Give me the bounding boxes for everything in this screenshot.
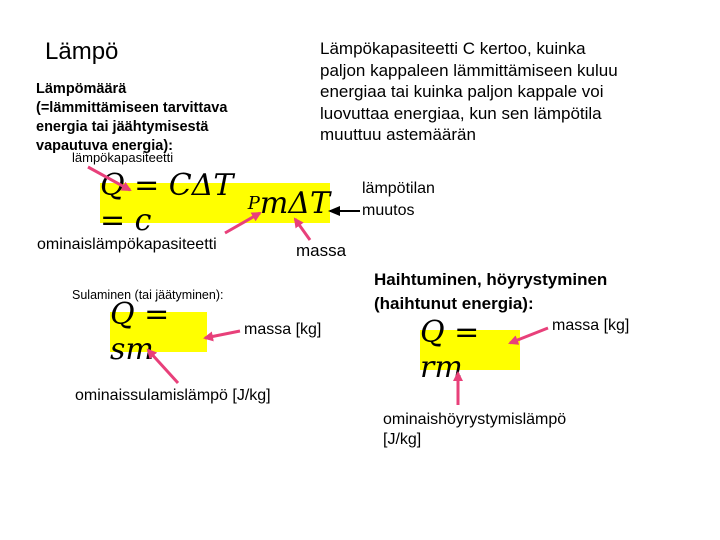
arrow-specific-melting xyxy=(148,350,178,383)
temp-change-label-1: lämpötilan xyxy=(362,180,435,197)
melting-heading: Sulaminen (tai jäätyminen): xyxy=(72,288,224,302)
page-title: Lämpö xyxy=(45,38,119,65)
arrow-mass xyxy=(295,219,310,240)
specific-evap-line-2: [J/kg] xyxy=(383,431,422,448)
capdesc-line-4: luovuttaa energiaa, kun sen lämpötila xyxy=(320,103,602,123)
heat-formula-tail: mΔT xyxy=(259,185,330,221)
arrow-melting-mass xyxy=(205,331,240,338)
definition-line-1: Lämpömäärä xyxy=(36,81,127,97)
heat-formula-main: Q = CΔT = c xyxy=(100,168,234,238)
specific-melting-label: ominaissulamislämpö [J/kg] xyxy=(75,387,271,404)
definition-line-2: (=lämmittämiseen tarvittava xyxy=(36,100,228,116)
heat-formula-subscript: P xyxy=(247,192,260,214)
capdesc-line-1: Lämpökapasiteetti C kertoo, kuinka xyxy=(320,39,586,58)
capdesc-line-3: energiaa tai kuinka paljon kappale voi xyxy=(320,82,604,101)
arrow-heat-capacity xyxy=(88,167,130,190)
evaporation-heading-line-1: Haihtuminen, höyrystyminen xyxy=(374,270,608,289)
evaporation-mass-label: massa [kg] xyxy=(552,317,630,334)
heat-capacity-label: lämpökapasiteetti xyxy=(72,150,174,165)
capdesc-line-2: paljon kappaleen lämmittämiseen kuluu xyxy=(320,60,618,80)
melting-mass-label: massa [kg] xyxy=(244,321,322,338)
melting-formula: Q = sm xyxy=(110,312,207,352)
temp-change-label-2: muutos xyxy=(362,202,415,219)
evaporation-formula: Q = rm xyxy=(420,330,520,370)
evaporation-heading-line-2: (haihtunut energia): xyxy=(374,294,534,313)
arrow-evaporation-mass xyxy=(510,328,548,343)
definition-line-4: vapautuva energia): xyxy=(36,138,173,154)
definition-line-3: energia tai jäähtymisestä xyxy=(36,119,209,135)
specific-heat-label: ominaislämpökapasiteetti xyxy=(37,236,217,253)
capdesc-line-5: muuttuu astemäärän xyxy=(320,125,476,144)
mass-label: massa xyxy=(296,241,347,260)
specific-evap-line-1: ominaishöyrystymislämpö xyxy=(383,411,567,428)
arrow-specific-heat xyxy=(225,213,260,233)
